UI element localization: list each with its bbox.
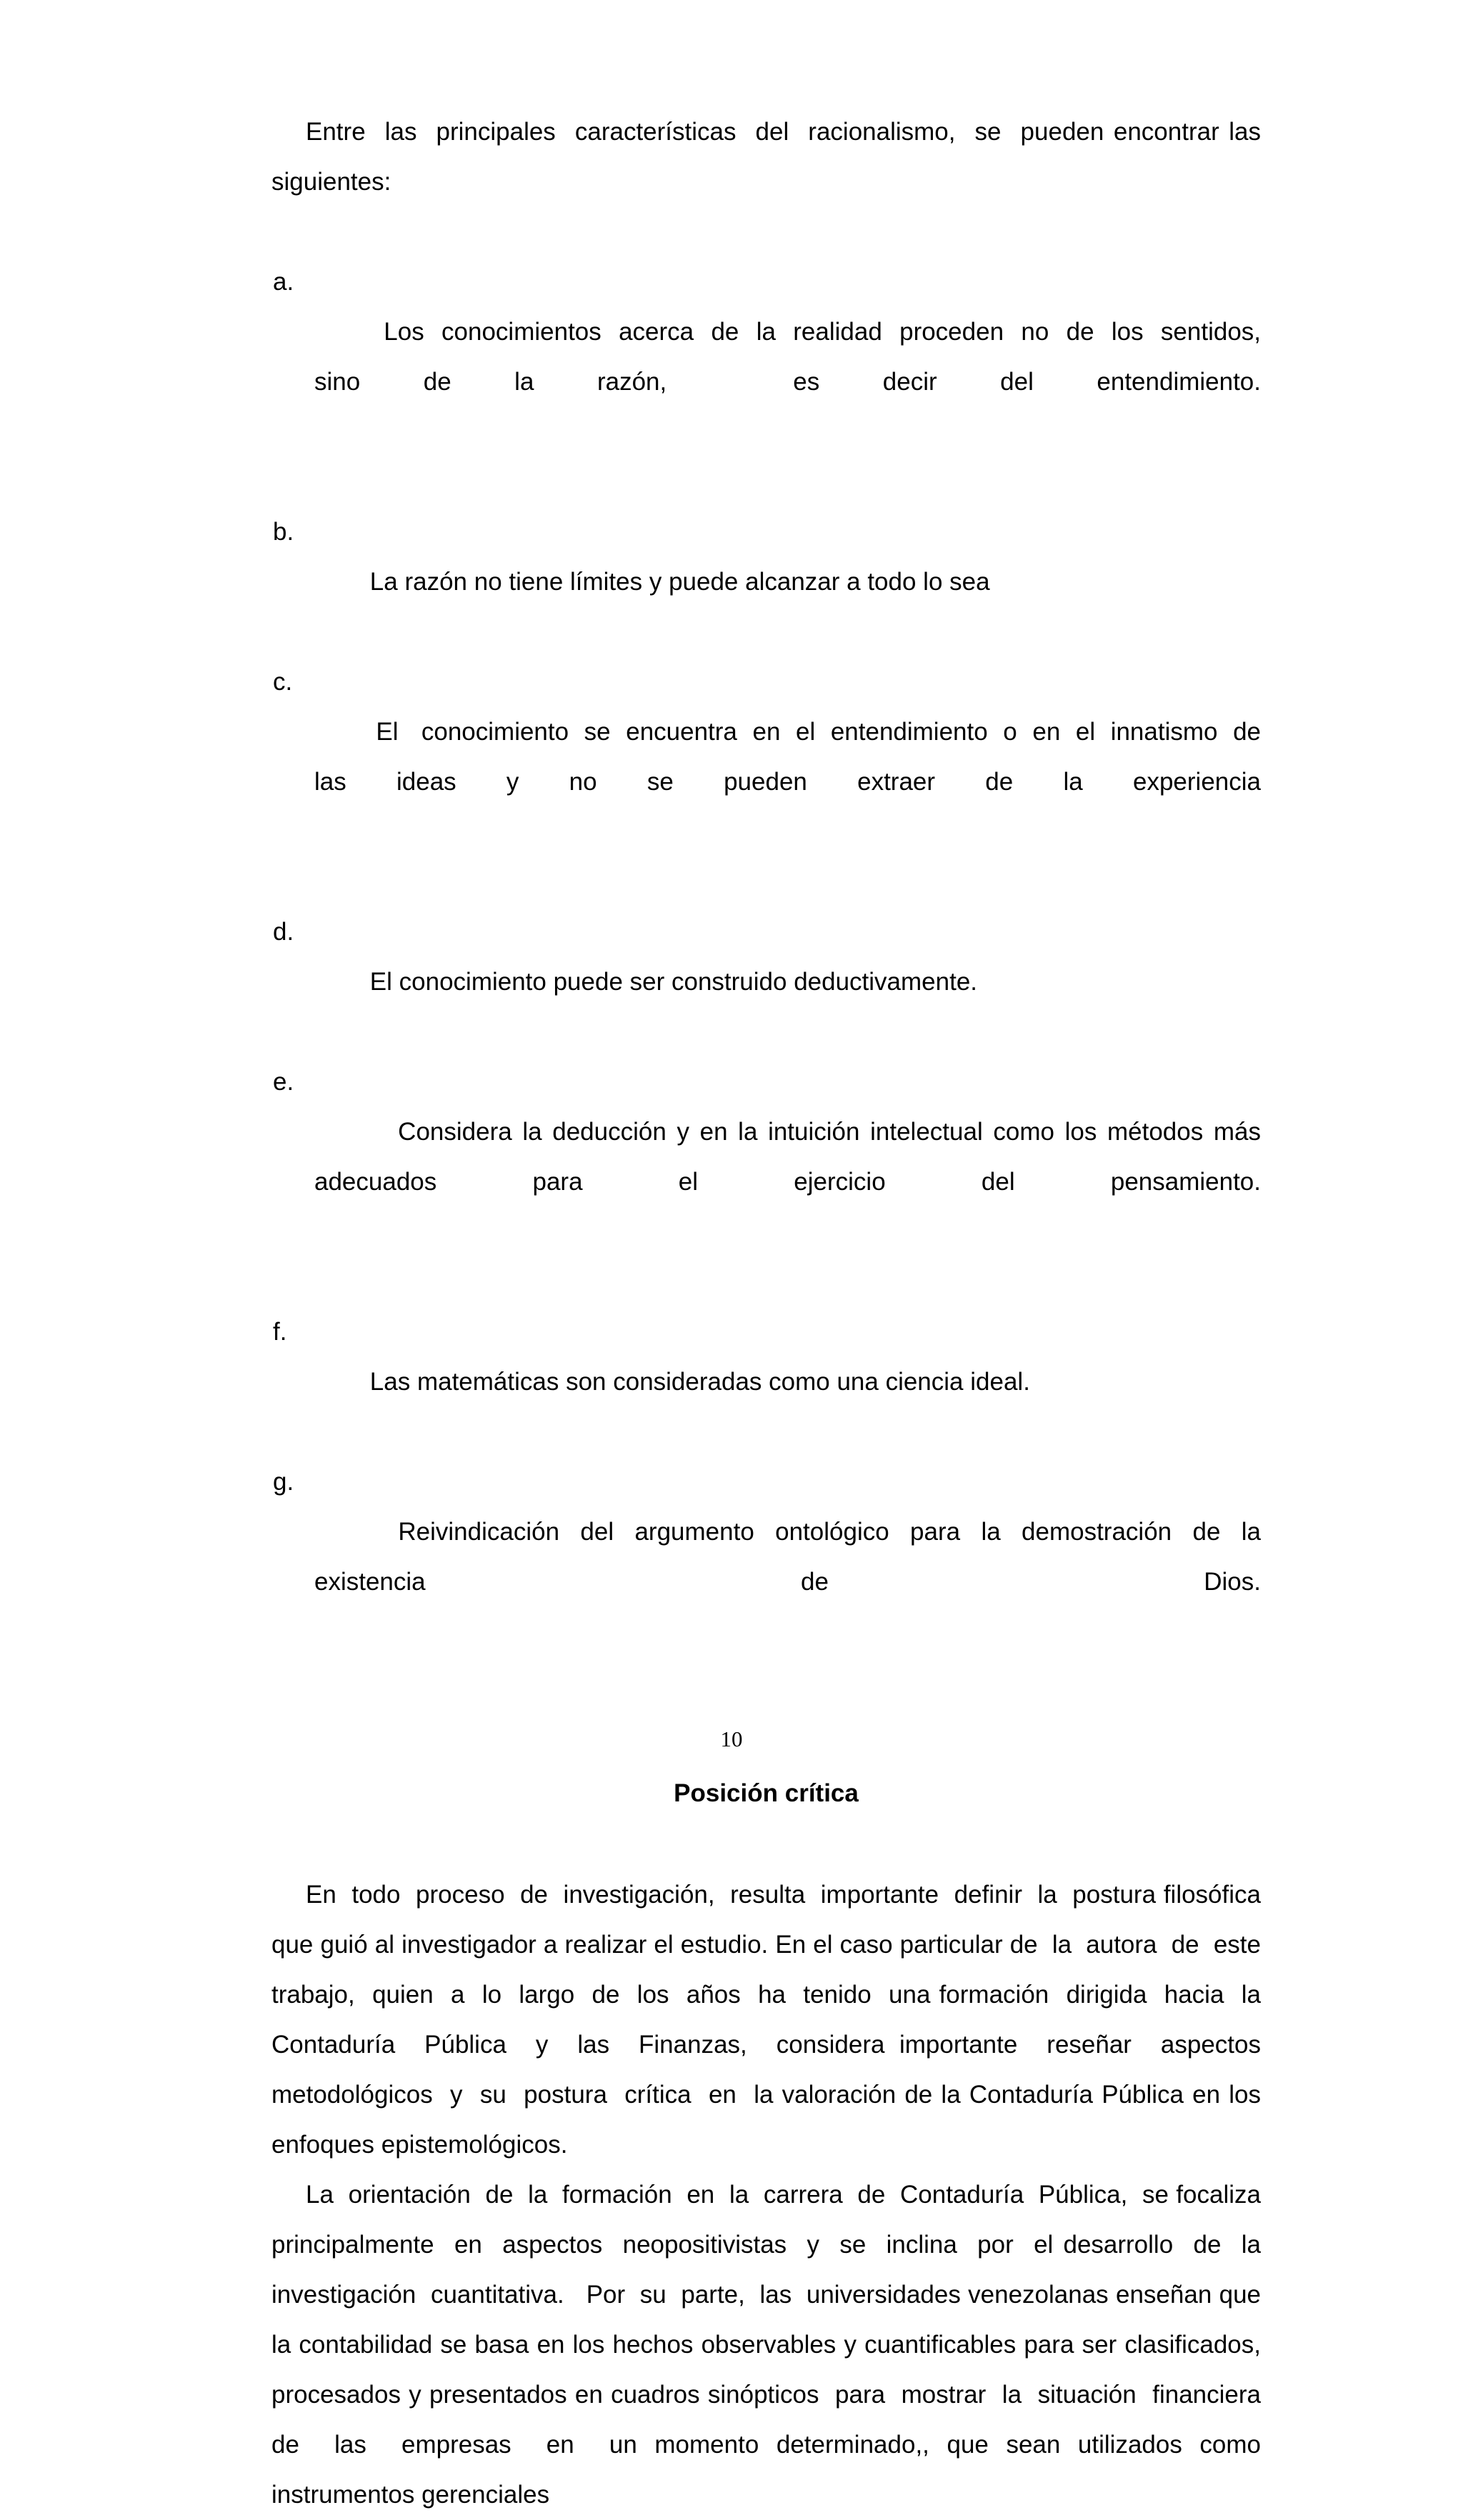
body-paragraph-2: La orientación de la formación en la carrera de Contaduría Pública, se focaliza principalmente en aspectos neopositivistas y se inclina por el desarrollo de la investigación cuantitativa. Por su parte, las universidades venezolanas enseñan que la contabilidad se basa en los hechos observables y cuantificables para ser clasificados, procesados y presentados en cuadros sinópticos para mostrar la situación financiera de las empresas en un momento determinado,, que sean utilizados como instrumentos gerenciales xyxy=(271,2181,1275,2509)
list-item-text: Las matemáticas son consideradas como una ciencia ideal. xyxy=(369,1368,1030,1396)
list-item-text: El conocimiento puede ser construido deductivamente. xyxy=(369,968,978,996)
list-marker: e. xyxy=(273,1068,294,1096)
list-marker: c. xyxy=(273,668,293,696)
list-item xyxy=(271,657,1268,907)
body-paragraph-1: En todo proceso de investigación, resulta importante definir la postura filosófica que guió al investigador a realizar el estudio. En el caso particular de la autora de este trabajo, quien a lo largo de los años ha tenido una formación dirigida hacia la Contaduría Pública y las Finanzas, considera importante reseñar aspectos metodológicos y su postura crítica en la valoración de la Contaduría Pública en los enfoques epistemológicos. xyxy=(271,1881,1275,2159)
characteristics-list xyxy=(271,257,1268,1707)
spacer-after-heading xyxy=(271,1819,1261,1870)
list-marker: a. xyxy=(273,268,294,296)
page-number: 10 xyxy=(720,1726,743,1751)
page-content xyxy=(271,107,1275,2520)
list-item-text: El conocimiento se encuentra en el entendimiento o en el innatismo de las ideas y no se pueden extraer de la experiencia xyxy=(314,718,1268,796)
section-heading: Posición crítica xyxy=(674,1779,859,1807)
list-item xyxy=(271,1457,1268,1707)
list-item xyxy=(271,1057,1268,1307)
list-item xyxy=(271,507,1261,657)
list-item-text: Reivindicación del argumento ontológico para la demostración de la existencia de Dios. xyxy=(314,1518,1268,1596)
list-marker: g. xyxy=(273,1468,294,1496)
spacer-after-intro xyxy=(271,207,1261,257)
list-item-text: Los conocimientos acerca de la realidad proceden no de los sentidos, sino de la razón, es decir del entendimiento. xyxy=(314,318,1268,396)
list-marker: d. xyxy=(273,918,294,946)
list-marker: f. xyxy=(273,1318,287,1346)
list-item xyxy=(271,907,1261,1057)
intro-paragraph: Entre las principales características del racionalismo, se pueden encontrar las siguientes: xyxy=(271,118,1268,196)
list-marker: b. xyxy=(273,518,294,546)
list-item xyxy=(271,1307,1261,1457)
list-item-text: Considera la deducción y en la intuición intelectual como los métodos más adecuados para el ejercicio del pensamiento. xyxy=(314,1118,1268,1196)
list-item xyxy=(271,257,1268,507)
list-item-text: La razón no tiene límites y puede alcanzar a todo lo sea xyxy=(369,568,990,596)
